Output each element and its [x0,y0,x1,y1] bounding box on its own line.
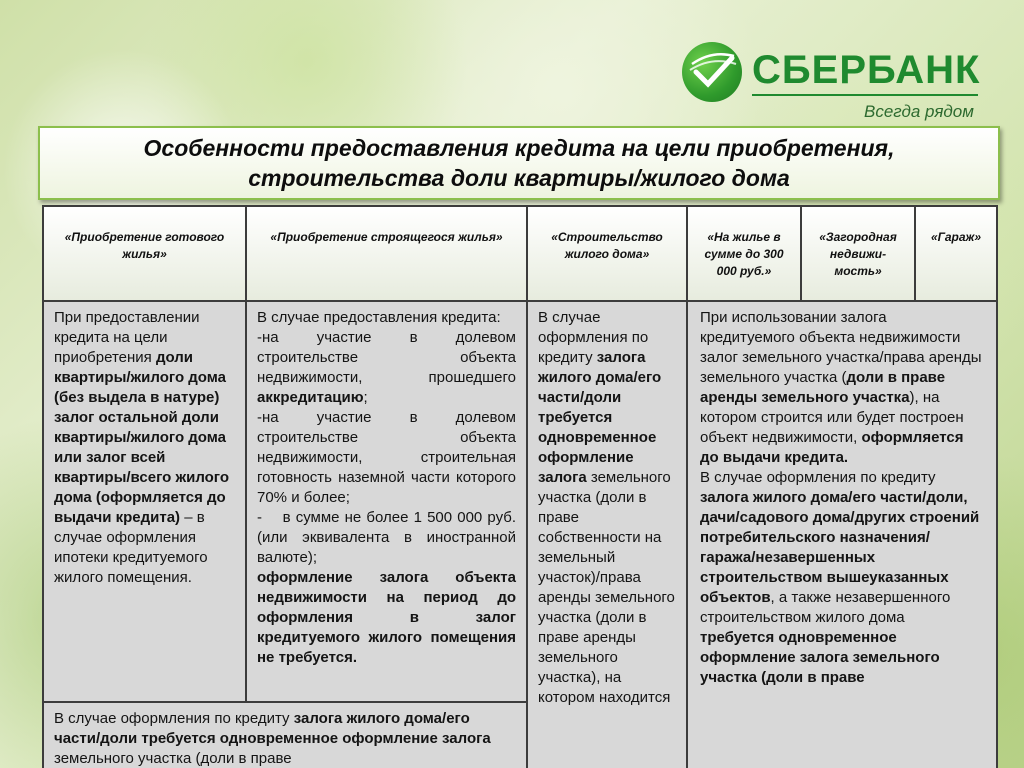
land-pledge-text-b: залога жилого дома/его части/доли требуется одновременное оформление залога [54,710,491,747]
header-small-amount: «На жилье в сумме до 300 000 руб.» [688,207,800,300]
ready-housing-text-a: При предоставлении кредита на цели приобретения [54,309,200,366]
cell-house-building [528,302,686,768]
header-house-building: «Строительство жилого дома» [528,207,686,300]
cell-ready-housing [44,302,245,701]
header-under-construction: «Приобретение строящегося жилья» [247,207,526,300]
land-lease-paragraph-2: В случае оформления по кредиту залога жилого дома/его части/доли, дачи/садового дома/других строений потребительского назначения/гаража/незавершенных строительством вышеуказанных объектов, а также незавершенного строительством жилого дома требуется одновременное оформление залога земельного участка (доли в праве [700,469,980,686]
header-garage: «Гараж» [916,207,996,300]
land-pledge-text-a: В случае оформления по кредиту [54,710,294,727]
brand-name: СБЕРБАНК [752,48,981,92]
slide-title-box [38,126,1000,200]
cell-land-lease-rules [688,302,996,768]
house-building-text-a: В случае оформления по кредиту [538,309,649,366]
brand-divider [752,94,978,96]
land-lease-paragraph-1: При использовании залога кредитуемого объекта недвижимости залог земельного участка/права аренды земельного участка (доли в праве аренды земельного участка), на котором строится или будет построен объект недвижимости, оформляется до выдачи кредита. [700,309,982,466]
sberbank-logo [682,42,982,126]
under-construction-intro: В случае предоставления кредита: [257,309,501,326]
house-building-text-b: залога жилого дома/его части/доли требуется одновременное оформление залога [538,349,662,486]
under-construction-item-2: -на участие в долевом строительстве объекта недвижимости, строительная готовность наземной части которого 70% и более; [257,409,516,506]
brand-slogan: Всегда рядом [864,102,974,121]
ready-housing-text-b: доли квартиры/жилого дома (без выдела в натуре) залог остальной доли квартиры/жилого дома или залог всей квартиры/всего жилого дома (оформляется до выдачи кредита) [54,349,230,526]
slide-title: Особенности предоставления кредита на цели приобретения, строительства доли квартиры/жилого дома [143,135,895,191]
ready-housing-text-c: – в случае оформления ипотеки кредитуемого жилого помещения. [54,509,208,586]
credit-features-table [42,205,998,768]
cell-under-construction [247,302,526,701]
header-country-property: «Загородная недвижи-мость» [802,207,914,300]
cell-land-pledge-note [44,703,526,768]
sberbank-logo-icon [682,42,742,102]
under-construction-item-3: - в сумме не более 1 500 000 руб. (или эквивалента в иностранной валюте); [257,509,517,566]
under-construction-item-1: -на участие в долевом строительстве объекта недвижимости, прошедшего аккредитацию; [257,329,516,406]
under-construction-bold-note: оформление залога объекта недвижимости на период до оформления в залог кредитуемого жилого помещения не требуется. [257,569,516,666]
house-building-text-c: земельного участка (доли в праве собственности на земельный участок)/права аренды земельного участка (доли в праве аренды земельного участка), на котором находится [538,469,675,706]
header-ready-housing: «Приобретение готового жилья» [44,207,245,300]
land-pledge-text-c: земельного участка (доли в праве [54,750,292,767]
